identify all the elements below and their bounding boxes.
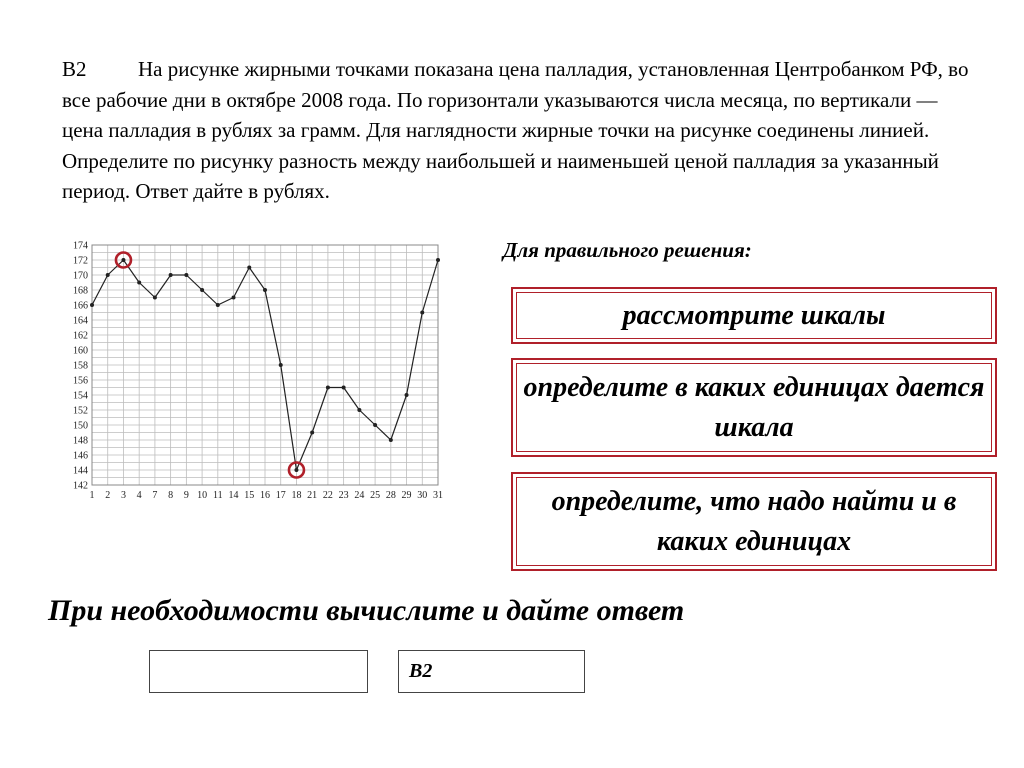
hint-text: рассмотрите шкалы: [622, 299, 886, 331]
y-tick-label: 144: [73, 465, 88, 477]
x-tick-label: 11: [212, 490, 223, 501]
x-tick-label: 14: [228, 490, 239, 501]
x-tick-label: 3: [120, 490, 126, 501]
data-point: [342, 386, 346, 390]
data-point: [184, 273, 188, 277]
y-tick-label: 166: [73, 300, 88, 312]
hint-box-scales: [511, 287, 997, 344]
y-tick-label: 170: [73, 270, 88, 282]
palladium-price-chart: [60, 236, 450, 502]
x-tick-label: 28: [385, 490, 396, 501]
data-point: [420, 311, 424, 315]
line-segment: [249, 268, 265, 291]
data-point: [200, 288, 204, 292]
data-point: [310, 431, 314, 435]
data-point: [90, 303, 94, 307]
final-instruction: При необходимости вычислите и дайте ответ: [48, 594, 685, 627]
y-tick-label: 164: [73, 315, 88, 327]
line-segment: [344, 388, 360, 411]
data-point: [169, 273, 173, 277]
y-tick-label: 156: [73, 375, 88, 387]
y-tick-label: 150: [73, 420, 88, 432]
y-tick-label: 142: [73, 480, 88, 492]
data-point: [279, 363, 283, 367]
y-tick-label: 160: [73, 345, 88, 357]
problem-label: В2: [62, 57, 87, 81]
x-tick-label: 10: [197, 490, 208, 501]
data-point: [373, 423, 377, 427]
data-point: [137, 281, 141, 285]
line-segment: [218, 298, 234, 306]
x-tick-label: 30: [417, 490, 428, 501]
x-tick-label: 8: [168, 490, 174, 501]
data-point: [216, 303, 220, 307]
data-point: [232, 296, 236, 300]
x-tick-label: 1: [89, 490, 95, 501]
hint-text: определите, что надо найти и в каких единицах: [551, 485, 957, 557]
x-tick-label: 18: [291, 490, 302, 501]
data-point: [326, 386, 330, 390]
y-tick-label: 168: [73, 285, 88, 297]
hint-box-units: [511, 358, 997, 457]
y-tick-label: 174: [73, 240, 88, 252]
problem-statement: [62, 54, 982, 207]
x-axis-ticks: [90, 490, 444, 501]
y-tick-label: 172: [73, 255, 88, 267]
hints-title: Для правильного решения:: [503, 238, 752, 262]
x-tick-label: 9: [183, 490, 189, 501]
y-tick-label: 158: [73, 360, 88, 372]
y-tick-label: 152: [73, 405, 88, 417]
line-segment: [155, 275, 171, 298]
line-segment: [407, 313, 423, 396]
y-tick-label: 146: [73, 450, 88, 462]
data-point: [357, 408, 361, 412]
x-tick-label: 31: [433, 490, 443, 501]
x-tick-label: 24: [354, 490, 365, 501]
y-tick-label: 162: [73, 330, 88, 342]
problem-text: На рисунке жирными точками показана цена палладия, установленная Центробанком РФ, во все рабочие дни в октябре 2008 года. По горизонтали указываются числа месяца, по вертикали — цена палладия в рублях за грамм. Для наглядности жирные точки на рисунке соединены линией. Определите по рисунку разность между наибольшей и наименьшей ценой палладия за указанный период. Ответ дайте в рублях.: [62, 57, 969, 203]
hint-text: определите в каких единицах дается шкала: [523, 371, 985, 443]
answer-input[interactable]: [149, 650, 368, 693]
x-tick-label: 2: [105, 490, 111, 501]
data-point: [263, 288, 267, 292]
data-point: [405, 393, 409, 397]
y-tick-label: 154: [73, 390, 88, 402]
y-tick-label: 148: [73, 435, 88, 447]
data-point: [436, 258, 440, 262]
x-tick-label: 25: [370, 490, 381, 501]
line-segment: [296, 433, 312, 471]
x-tick-label: 17: [275, 490, 286, 501]
x-tick-label: 4: [136, 490, 142, 501]
x-tick-label: 15: [244, 490, 255, 501]
data-point: [153, 296, 157, 300]
x-tick-label: 21: [307, 490, 318, 501]
data-point: [106, 273, 110, 277]
x-tick-label: 22: [322, 490, 333, 501]
data-point: [247, 266, 251, 270]
x-tick-label: 29: [401, 490, 412, 501]
x-tick-label: 7: [152, 490, 158, 501]
data-point: [121, 258, 125, 262]
data-point: [389, 438, 393, 442]
x-tick-label: 16: [260, 490, 270, 501]
chart-grid: [92, 245, 438, 485]
x-tick-label: 23: [338, 490, 349, 501]
y-axis-ticks: [73, 241, 88, 492]
data-point: [294, 468, 298, 472]
hint-box-goal: [511, 472, 997, 571]
answer-label-box: В2: [398, 650, 585, 693]
